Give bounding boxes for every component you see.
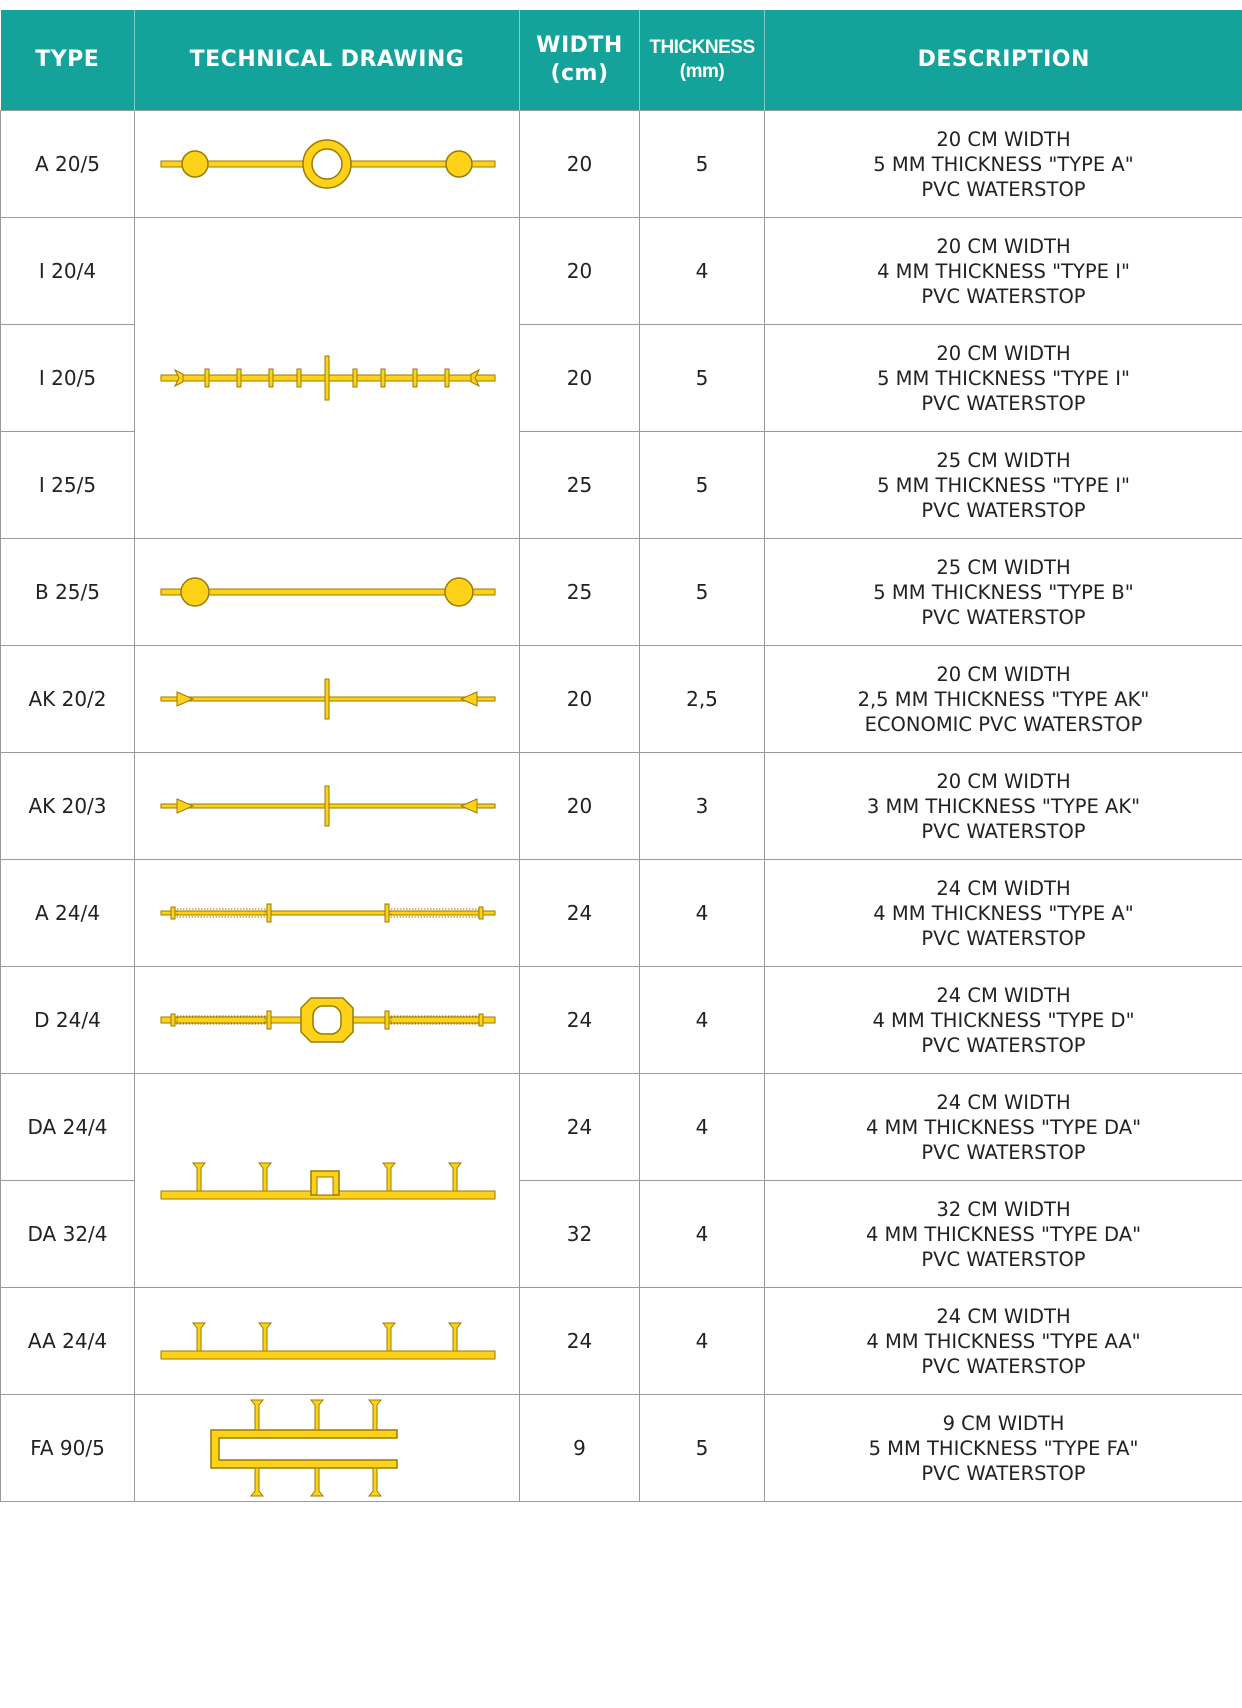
description-cell: 24 CM WIDTH 4 MM THICKNESS "TYPE AA" PVC WATERSTOP xyxy=(765,1288,1242,1395)
table-row xyxy=(1,218,1242,325)
table-row xyxy=(1,860,1242,967)
header-width-label: WIDTH xyxy=(536,33,623,58)
waterstop-spec-table xyxy=(0,10,1242,1502)
type-cell: D 24/4 xyxy=(1,967,135,1074)
waterstop-type-i-drawing xyxy=(147,348,507,408)
header-type: TYPE xyxy=(1,10,135,111)
drawing-cell xyxy=(135,753,520,860)
table-row xyxy=(1,539,1242,646)
type-cell: B 25/5 xyxy=(1,539,135,646)
type-cell: DA 24/4 xyxy=(1,1074,135,1181)
thickness-cell: 4 xyxy=(640,1074,765,1181)
type-cell: I 20/5 xyxy=(1,325,135,432)
description-cell: 24 CM WIDTH 4 MM THICKNESS "TYPE A" PVC WATERSTOP xyxy=(765,860,1242,967)
type-cell: DA 32/4 xyxy=(1,1181,135,1288)
width-cell: 20 xyxy=(520,218,640,325)
width-cell: 20 xyxy=(520,753,640,860)
drawing-cell xyxy=(135,218,520,539)
header-width-unit: (cm) xyxy=(550,61,609,86)
drawing-cell xyxy=(135,646,520,753)
width-cell: 25 xyxy=(520,432,640,539)
thickness-cell: 3 xyxy=(640,753,765,860)
waterstop-type-d-drawing xyxy=(147,990,507,1050)
type-cell: FA 90/5 xyxy=(1,1395,135,1502)
table-row xyxy=(1,111,1242,218)
description-cell: 24 CM WIDTH 4 MM THICKNESS "TYPE D" PVC WATERSTOP xyxy=(765,967,1242,1074)
description-cell: 20 CM WIDTH 5 MM THICKNESS "TYPE I" PVC WATERSTOP xyxy=(765,325,1242,432)
table-row xyxy=(1,646,1242,753)
width-cell: 9 xyxy=(520,1395,640,1502)
waterstop-type-a24-drawing xyxy=(147,883,507,943)
description-cell: 25 CM WIDTH 5 MM THICKNESS "TYPE B" PVC WATERSTOP xyxy=(765,539,1242,646)
description-cell: 20 CM WIDTH 5 MM THICKNESS "TYPE A" PVC WATERSTOP xyxy=(765,111,1242,218)
width-cell: 24 xyxy=(520,967,640,1074)
width-cell: 20 xyxy=(520,646,640,753)
description-cell: 24 CM WIDTH 4 MM THICKNESS "TYPE DA" PVC WATERSTOP xyxy=(765,1074,1242,1181)
waterstop-type-da-drawing xyxy=(147,1151,507,1211)
type-cell: AK 20/2 xyxy=(1,646,135,753)
type-cell: I 20/4 xyxy=(1,218,135,325)
header-technical-drawing: TECHNICAL DRAWING xyxy=(135,10,520,111)
header-thickness-label: THICKNESS xyxy=(649,37,755,58)
thickness-cell: 4 xyxy=(640,1288,765,1395)
type-cell: A 24/4 xyxy=(1,860,135,967)
drawing-cell xyxy=(135,111,520,218)
width-cell: 20 xyxy=(520,111,640,218)
thickness-cell: 5 xyxy=(640,432,765,539)
waterstop-type-ak-drawing xyxy=(147,669,507,729)
type-cell: AA 24/4 xyxy=(1,1288,135,1395)
thickness-cell: 5 xyxy=(640,111,765,218)
drawing-cell xyxy=(135,1288,520,1395)
thickness-cell: 4 xyxy=(640,1181,765,1288)
width-cell: 24 xyxy=(520,1074,640,1181)
width-cell: 20 xyxy=(520,325,640,432)
width-cell: 24 xyxy=(520,1288,640,1395)
thickness-cell: 4 xyxy=(640,860,765,967)
header-thickness-unit: (mm) xyxy=(679,61,725,82)
drawing-cell xyxy=(135,860,520,967)
thickness-cell: 5 xyxy=(640,325,765,432)
thickness-cell: 4 xyxy=(640,967,765,1074)
header-description: DESCRIPTION xyxy=(765,10,1242,111)
drawing-cell xyxy=(135,1395,520,1502)
thickness-cell: 4 xyxy=(640,218,765,325)
description-cell: 25 CM WIDTH 5 MM THICKNESS "TYPE I" PVC WATERSTOP xyxy=(765,432,1242,539)
table-row xyxy=(1,1074,1242,1181)
type-cell: A 20/5 xyxy=(1,111,135,218)
width-cell: 24 xyxy=(520,860,640,967)
waterstop-table-container xyxy=(0,10,1242,1502)
waterstop-type-ak-drawing xyxy=(147,776,507,836)
drawing-cell xyxy=(135,967,520,1074)
header-width xyxy=(520,10,640,111)
width-cell: 25 xyxy=(520,539,640,646)
description-cell: 9 CM WIDTH 5 MM THICKNESS "TYPE FA" PVC WATERSTOP xyxy=(765,1395,1242,1502)
header-thickness xyxy=(640,10,765,111)
type-cell: AK 20/3 xyxy=(1,753,135,860)
drawing-cell xyxy=(135,539,520,646)
thickness-cell: 5 xyxy=(640,1395,765,1502)
width-cell: 32 xyxy=(520,1181,640,1288)
waterstop-type-fa-drawing xyxy=(147,1396,507,1500)
description-cell: 20 CM WIDTH 4 MM THICKNESS "TYPE I" PVC WATERSTOP xyxy=(765,218,1242,325)
table-row xyxy=(1,753,1242,860)
waterstop-type-aa-drawing xyxy=(147,1311,507,1371)
description-cell: 32 CM WIDTH 4 MM THICKNESS "TYPE DA" PVC WATERSTOP xyxy=(765,1181,1242,1288)
drawing-cell xyxy=(135,1074,520,1288)
table-row xyxy=(1,1288,1242,1395)
description-cell: 20 CM WIDTH 2,5 MM THICKNESS "TYPE AK" ECONOMIC PVC WATERSTOP xyxy=(765,646,1242,753)
description-cell: 20 CM WIDTH 3 MM THICKNESS "TYPE AK" PVC WATERSTOP xyxy=(765,753,1242,860)
waterstop-type-a-drawing xyxy=(147,134,507,194)
table-row xyxy=(1,967,1242,1074)
type-cell: I 25/5 xyxy=(1,432,135,539)
table-row xyxy=(1,1395,1242,1502)
header-row xyxy=(1,10,1242,111)
thickness-cell: 5 xyxy=(640,539,765,646)
waterstop-type-b-drawing xyxy=(147,562,507,622)
thickness-cell: 2,5 xyxy=(640,646,765,753)
